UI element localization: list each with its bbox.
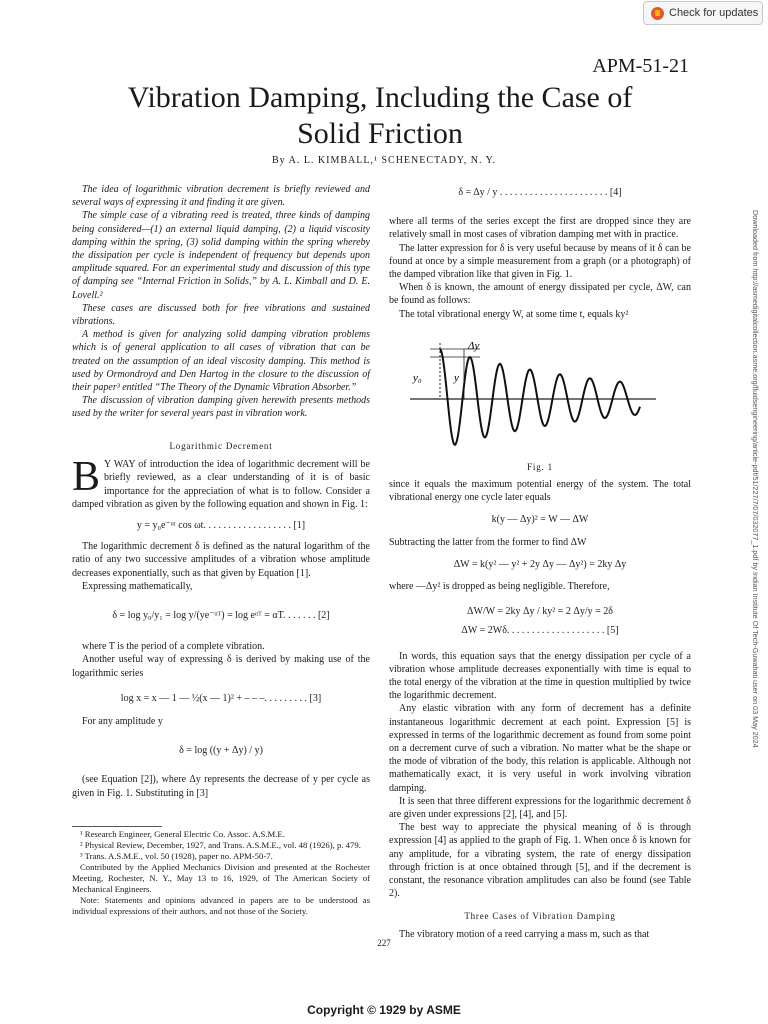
paragraph-for-any-amplitude: For any amplitude y [82,716,163,728]
check-for-updates-label: Check for updates [669,7,759,19]
paragraph-latter: The latter expression for δ is very useful because by means of it δ can be found at once by a simple measurement from a graph (or a photograph) of the damped vibration like that given in Fig. 1. [389,242,691,281]
figure-1-damped-vibration [400,335,660,455]
footnote-1: ¹ Research Engineer, General Electric Co. Assoc. A.S.M.E. [80,829,285,839]
footnote-2: ² Physical Review, December, 1927, and Trans. A.S.M.E., vol. 48 (1926), p. 479. [80,840,361,850]
paper-id: APM-51-21 [592,55,689,77]
intro-paragraph: B Y WAY of introduction the idea of logarithmic decrement will be briefly reviewed, as a clear understanding of it is of basic importance for the appreciation of what is to follow. Consider a damped vibration as given by the following equation and shown in Fig. 1: [72,454,370,510]
equation-one-cycle-later: k(y — Δy)² = W — ΔW [491,514,589,526]
paragraph-in-words: In words, this equation says that the energy dissipation per cycle of a vibration whose amplitude decreases exponentially with time is equal to the total energy of the vibration at the time in question multiplied by twice the logarithmic decrement. [389,650,691,702]
paragraph-it-is-seen: It is seen that three different expressions for the logarithmic decrement δ are given under expressions [2], [4], and [5]. [389,795,691,821]
paragraph-best-way: The best way to appreciate the physical meaning of δ is through expression [4] as applied to the graph of Fig. 1. When once δ is known for any amplitude, for a vibrating system, the rate of energy dissipation through friction is at once obtained through [5], and if the decrement is constant, the resonance vibration amplitudes can also be found (see Table 2). [389,822,691,900]
section-heading-three-cases: Three Cases of Vibration Damping [464,911,616,922]
paragraph-since: since it equals the maximum potential energy of the system. The total vibrational energy one cycle later equals [389,479,691,504]
page-number: 227 [377,938,391,948]
paragraph-another-way: Another useful way of expressing δ is derived by making use of the logarithmic series [72,654,370,679]
figure-label-y: y [454,372,459,384]
right-body-bottom [389,478,691,941]
footnote-contributed: Contributed by the Applied Mechanics Division and presented at the Rochester Meeting, Rochester, N. Y., May 13 to 16, 1929, of The American Society of Mechanical Engineers. [72,862,370,894]
footnote-rule [72,826,162,827]
download-notice: Downloaded from http://asmedigitalcollection.asme.org/fluidsengineering/article-pdf/51/227/7/07/032077_1.pdf by Indian Institute Of Tech-Guwahati user on 03 May 2024 [751,210,760,748]
paragraph-log-definition: The logarithmic decrement δ is defined as the natural logarithm of the ratio of any two successive amplitudes of a vibration whose amplitude decreases exponentially, such as that given by Equation [1]. [72,541,370,579]
paragraph-where-dropped: where —Δy² is dropped as being negligible. Therefore, [389,581,610,593]
paragraph-subtracting: Subtracting the latter from the former to find ΔW [389,536,587,548]
paragraph-vibratory-motion: The vibratory motion of a reed carrying a mass m, such as that [399,928,650,940]
paragraph-where-all: where all terms of the series except the first are dropped since they are relatively small in most cases of vibration damping met with in practice. [389,216,691,241]
footnote-note: Note: Statements and opinions advanced in papers are to be understood as individual expressions of their authors, and not those of the Society. [72,895,370,916]
copyright-notice: Copyright © 1929 by ASME [307,1003,461,1017]
equation-2: δ = log y₀/y₁ = log y/(ye⁻ᵅᵀ) = log eᵅᵀ = αT. . . . . . . [2] [112,610,330,622]
paragraph-period: where T is the period of a complete vibration. [82,641,265,653]
download-sidebar [749,210,763,830]
paragraph-total-energy: The total vibrational energy W, at some time t, equals ky² [399,308,629,320]
equation-3: log x = x — 1 — ½(x — 1)² + – – –. . . . . . . . . [3] [120,692,322,704]
equation-ratio: ΔW/W = 2ky Δy / ky² = 2 Δy/y = 2δ [467,606,613,618]
right-body-top [389,186,691,321]
equation-amplitude: δ = log ((y + Δy) / y) [179,745,263,757]
byline: By A. L. KIMBALL,¹ SCHENECTADY, N. Y. [271,155,497,166]
figure-label-y0: y₀ [413,372,422,384]
equation-5: ΔW = 2Wδ. . . . . . . . . . . . . . . . . . . . [5] [461,625,619,637]
paragraph-when: When δ is known, the amount of energy dissipated per cycle, ΔW, can be found as follows: [389,282,691,307]
left-body [72,440,370,800]
check-for-updates-button[interactable] [643,1,763,25]
abstract: The idea of logarithmic vibration decrement is briefly reviewed and several ways of expressing it and finding it are given. The simple case of a vibrating reed is treated, three kinds of damping being considered—(1) an external liquid damping, (2) a liquid viscosity damping within the spring, (3) solid damping within the spring whereby the dissipation per cycle is independent of frequency but depends upon amplitude squared. For an experimental study and discussion of this type of damping see “Internal Friction in Solids,” by A. L. Kimball and D. E. Lovell.² These cases are discussed both for free vibrations and sustained vibrations. A method is given for analyzing solid damping vibration problems which is of general application to all cases of vibration that can be treated on the assumption of an ideal viscosity damping. This method is used by Ormondroyd and Den Hartog in the closure to the discussion of their paper³ entitled “The Theory of the Dynamic Vibration Absorber.” The discussion of vibration damping given herewith presents methods used by the writer for several years past in vibration work. [72,184,370,420]
figure-caption: Fig. 1 [527,462,553,472]
equation-4: δ = Δy / y . . . . . . . . . . . . . . . . . . . . . . [4] [458,187,622,198]
paragraph-see-equation: (see Equation [2]), where Δy represents the decrease of y per cycle as given in Fig. 1. Substituting in [3] [72,774,370,799]
section-heading-logarithmic-decrement: Logarithmic Decrement [169,441,273,451]
equation-1: y = y₀e⁻ᵅᵗ cos ωt. . . . . . . . . . . . . . . . . . [1] [136,520,306,532]
figure-label-dy: Δy [468,340,480,352]
paper-title: Vibration Damping, Including the Case of Solid Friction [127,81,633,150]
drop-cap: B [72,454,101,501]
footnote-3: ³ Trans. A.S.M.E., vol. 50 (1928), paper no. APM-50-7. [80,851,273,861]
paragraph-expressing: Expressing mathematically, [82,580,193,592]
paragraph-any-elastic: Any elastic vibration with any form of decrement has a definite instantaneous logarithmic decrement at each point. Expression [5] is expressed in terms of the logarithmic decrement as found from some point on a decrement curve of such a vibration. No matter what be the shape or the mode of vibration of the body, this relation is applicable. Although not mathematically exact, it is very useful in work involving vibration damping. [389,703,691,794]
figure-waveform [440,349,640,445]
crossmark-icon [651,7,664,20]
equation-delta-w: ΔW = k(y² — y² + 2y Δy — Δy²) = 2ky Δy [453,558,627,570]
footnotes [72,829,370,917]
